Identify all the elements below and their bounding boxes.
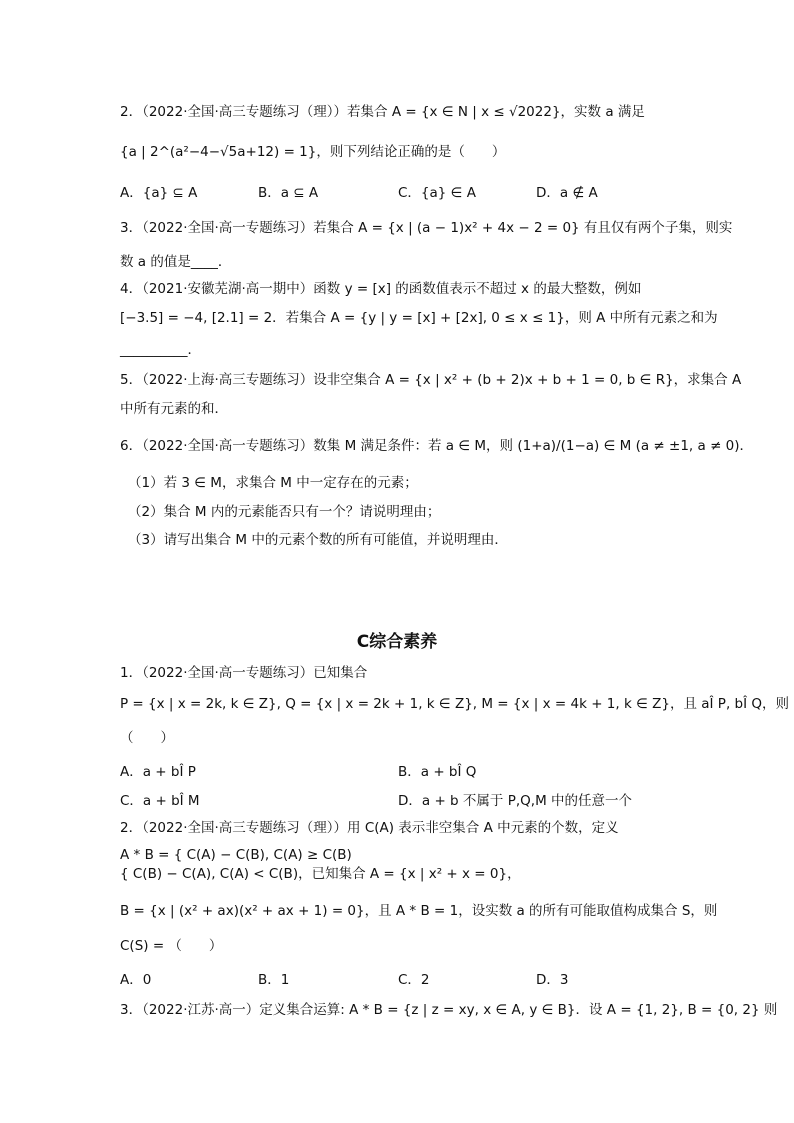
c-question-1-option-b: B．a + bÎ Q [398,764,477,780]
section-c-heading: C综合素养 [356,632,438,652]
c-question-1-option-d: D．a + b 不属于 P,Q,M 中的任意一个 [398,793,633,809]
question-6-line-1: 6．（2022·全国·高一专题练习）数集 M 满足条件：若 a ∈ M，则 (1+a)/(1−a) ∈ M (a ≠ ±1, a ≠ 0)． [120,438,754,454]
c-question-2-option-c: C．2 [398,972,430,988]
c-question-3-line-1: 3．（2022·江苏·高一）定义集合运算: A * B = {z | z = xy, x ∈ A, y ∈ B}．设 A = {1, 2}, B = {0, 2} 则 [120,1002,778,1018]
question-2-line-2: {a | 2^(a²−4−√5a+12) = 1}，则下列结论正确的是（ ） [120,144,506,160]
c-question-1-option-a: A．a + bÎ P [120,764,196,780]
c-question-2-line-3: B = {x | (x² + ax)(x² + ax + 1) = 0}，且 A * B = 1，设实数 a 的所有可能取值构成集合 S，则 [120,903,718,919]
question-5-line-2: 中所有元素的和． [120,401,228,417]
question-3-line-2: 数 a 的值是____． [120,254,232,270]
question-6-sub-1: （1）若 3 ∈ M，求集合 M 中一定存在的元素； [128,475,418,491]
c-question-2-option-b: B．1 [258,972,290,988]
question-4-line-1: 4．（2021·安徽芜湖·高一期中）函数 y = [x] 的函数值表示不超过 x 的最大整数，例如 [120,281,642,297]
question-2-option-c: C．{a} ∈ A [398,185,476,201]
question-3-line-1: 3．（2022·全国·高一专题练习）若集合 A = {x | (a − 1)x² + 4x − 2 = 0} 有且仅有两个子集，则实 [120,220,733,236]
question-2-option-a: A．{a} ⊆ A [120,185,198,201]
c-question-2-line-2a: A * B = { C(A) − C(B), C(A) ≥ C(B) [120,847,352,863]
c-question-1-line-1: 1．（2022·全国·高一专题练习）已知集合 [120,665,368,681]
question-2-line-1: 2．（2022·全国·高三专题练习（理））若集合 A = {x ∈ N | x ≤ √2022}，实数 a 满足 [120,104,645,120]
question-4-line-3: __________． [120,342,201,358]
c-question-1-line-3: （ ） [120,730,174,746]
c-question-2-line-1: 2．（2022·全国·高三专题练习（理））用 C(A) 表示非空集合 A 中元素的个数，定义 [120,820,619,836]
c-question-1-option-c: C．a + bÎ M [120,793,200,809]
question-6-sub-2: （2）集合 M 内的元素能否只有一个？请说明理由； [128,504,441,520]
question-2-option-d: D．a ∉ A [536,185,598,201]
c-question-2-line-2b: { C(B) − C(A), C(A) < C(B)，已知集合 A = {x | x² + x = 0}， [120,866,521,882]
c-question-2-line-4: C(S) = （ ） [120,938,223,954]
c-question-1-line-2: P = {x | x = 2k, k ∈ Z}, Q = {x | x = 2k + 1, k ∈ Z}, M = {x | x = 4k + 1, k ∈ Z}，且 aÎ P, bÎ Q，则 [120,696,789,712]
question-4-line-2: [−3.5] = −4, [2.1] = 2．若集合 A = {y | y = [x] + [2x], 0 ≤ x ≤ 1}，则 A 中所有元素之和为 [120,310,718,326]
question-6-sub-3: （3）请写出集合 M 中的元素个数的所有可能值，并说明理由． [128,532,508,548]
c-question-2-option-a: A．0 [120,972,152,988]
question-5-line-1: 5．（2022·上海·高三专题练习）设非空集合 A = {x | x² + (b + 2)x + b + 1 = 0, b ∈ R}，求集合 A [120,372,742,388]
question-2-option-b: B．a ⊆ A [258,185,319,201]
c-question-2-option-d: D．3 [536,972,569,988]
